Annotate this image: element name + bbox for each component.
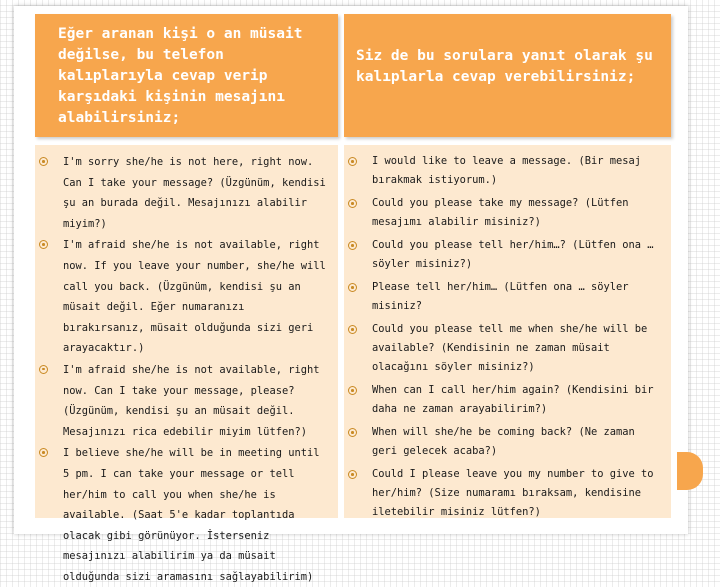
- right-phrases-panel: [344, 145, 671, 518]
- phrase-text: Could you please tell me when she/he will be available? (Kendisinin ne zaman müsait olacağını söyler misiniz?): [372, 323, 648, 373]
- list-item: [372, 465, 663, 522]
- list-item: [372, 320, 663, 377]
- phrase-text: I'm afraid she/he is not available, right now. If you leave your number, she/he will call you back. (Üzgünüm, kendisi şu an müsait değil. Eğer numaranızı bırakırsanız, müsait olduğunda sizi geri arayacaktır.): [63, 239, 326, 355]
- phrase-text: Could you please take my message? (Lütfen mesajımı alabilir misiniz?): [372, 197, 629, 228]
- list-item: [372, 194, 663, 232]
- phrase-text: When will she/he be coming back? (Ne zaman geri gelecek acaba?): [372, 426, 635, 457]
- phrase-text: Could you please tell her/him…? (Lütfen ona … söyler misiniz?): [372, 239, 654, 270]
- bullet-icon: [348, 386, 357, 395]
- phrase-text: Please tell her/him… (Lütfen ona … söyler misiniz?: [372, 281, 629, 312]
- phrase-text: When can I call her/him again? (Kendisini bir daha ne zaman arayabilirim?): [372, 384, 654, 415]
- list-item: [63, 443, 330, 587]
- list-item: [372, 152, 663, 190]
- list-item: [63, 360, 330, 442]
- phrase-text: I would like to leave a message. (Bir mesaj bırakmak istiyorum.): [372, 155, 641, 186]
- list-item: [372, 381, 663, 419]
- page-edge-tab: [677, 452, 703, 490]
- bullet-icon: [348, 157, 357, 166]
- bullet-icon: [348, 470, 357, 479]
- bullet-icon: [39, 365, 48, 374]
- bullet-icon: [39, 157, 48, 166]
- right-column-header: Siz de bu sorulara yanıt olarak şu kalıplarla cevap verebilirsiniz;: [344, 14, 671, 137]
- bullet-icon: [39, 448, 48, 457]
- bullet-icon: [348, 283, 357, 292]
- left-phrases-list: [63, 152, 330, 587]
- right-phrases-list: [372, 152, 663, 522]
- bullet-icon: [348, 199, 357, 208]
- phrase-text: Could I please leave you my number to give to her/him? (Size numaramı bıraksam, kendisine iletebilir misiniz lütfen?): [372, 468, 654, 518]
- left-phrases-panel: [35, 145, 338, 583]
- phrase-text: I'm afraid she/he is not available, right now. Can I take your message, please? (Üzgünüm, kendisi şu an müsait değil. Mesajınızı rica edebilir miyim lütfen?): [63, 363, 320, 438]
- list-item: [372, 278, 663, 316]
- bullet-icon: [348, 428, 357, 437]
- list-item: [63, 152, 330, 234]
- bullet-icon: [348, 325, 357, 334]
- bullet-icon: [348, 241, 357, 250]
- list-item: [372, 423, 663, 461]
- list-item: [63, 235, 330, 359]
- left-column-header: Eğer aranan kişi o an müsait değilse, bu telefon kalıplarıyla cevap verip karşıdaki kişinin mesajını alabilirsiniz;: [35, 14, 338, 137]
- phrase-text: I believe she/he will be in meeting until 5 pm. I can take your message or tell her/him to call you when she/he is available. (Saat 5'e kadar toplantıda olacak gibi görünüyor. İsterseniz mesajınızı alabilirim ya da müsait olduğunda sizi aramasını sağlayabilirim): [63, 447, 320, 583]
- list-item: [372, 236, 663, 274]
- phrase-text: I'm sorry she/he is not here, right now. Can I take your message? (Üzgünüm, kendisi şu an burada değil. Mesajınızı alabilir miyim?): [63, 156, 326, 230]
- bullet-icon: [39, 240, 48, 249]
